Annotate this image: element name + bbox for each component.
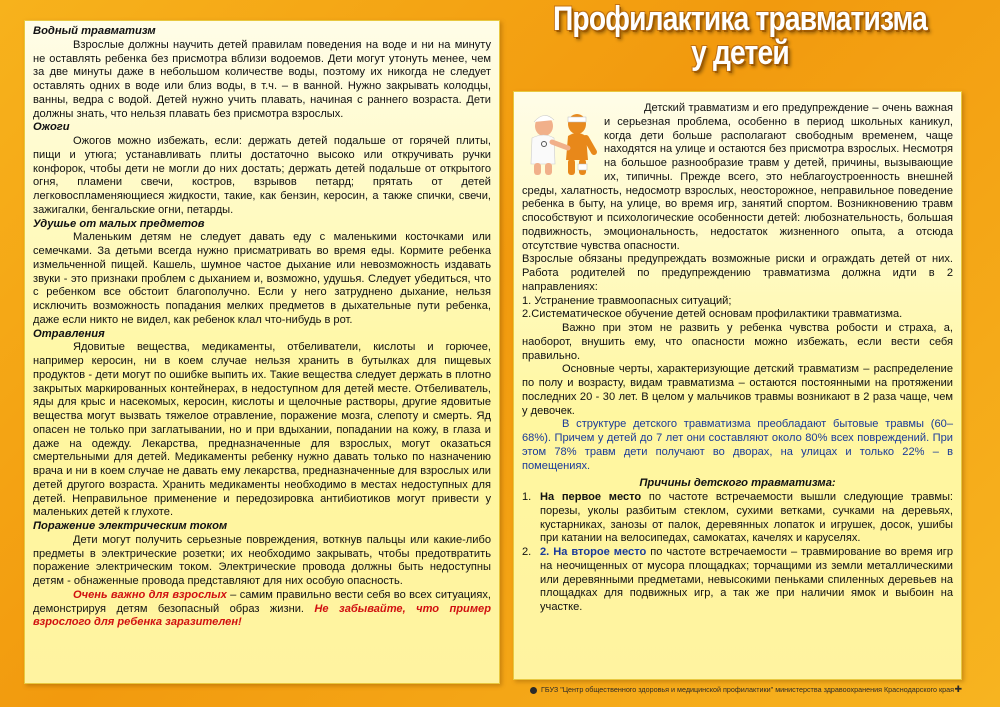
cause-2-text: по частоте встречаемости – травмирование во время игр на неочищенных от мусора площадках; торчащими из земли металлическими или деревянными предметами, невысокими пеньками спиленных деревьев на площадках для подвижных игр, а так же при наличии ямок и выбоин на участке. [540, 546, 954, 613]
medical-cross-icon: ✚ [954, 684, 962, 694]
cause-2-label: 2. На второе место [540, 546, 647, 558]
cause-1-label: На первое место [540, 491, 642, 503]
important-text: – самим правильно вести себя во всех ситуациях, демонстрируя детям безопасный образ жизни. [33, 588, 491, 615]
direction-1: 1. Устранение травмоопасных ситуаций; [522, 294, 732, 307]
electric-text: Дети могут получить серьезные повреждения, воткнув пальцы или какие-либо предметы в электрические розетки; их необходимо закрывать, чтобы предотвратить поражение электрическим током. Электрические провода должны быть недоступны детям - обнаженные провода представляют для них особую опасность. [33, 533, 491, 587]
important-note [33, 589, 491, 630]
direction-2: 2.Систематическое обучение детей основам профилактики травматизма. [522, 308, 903, 321]
electric-heading: Поражение электрическим током [33, 520, 228, 532]
intro-text: Детский травматизм и его предупреждение – очень важная и серьезная проблема, особенно в период школьных каникул, когда дети больше располагают свободным временем, чаще находятся на улице и остаются без присмотра взрослых. Несмотря на большое разнообразие травм у детей, причины, вызывающие их, типичны. Прежде всего, это неблагоустроенность внешней среды, халатность, недосмотр взрослых, неосторожное, неправильное поведение ребенка в быту, на улице, во время игр, занятий спортом. Возникновению травм способствуют и психологические особенности детей: любознательность, большая подвижность, эмоциональность, недостаток жизненного опыта, а отсюда отсутствие чувства опасности. [522, 102, 953, 252]
cause-item-1 [522, 491, 953, 546]
important-label: Очень важно для взрослых [73, 588, 227, 601]
poster-title [545, 2, 935, 70]
water-text: Взрослые должны научить детей правилам поведения на воде и ни на минуту не оставлять ребенка без присмотра вблизи водоемов. Дети могут утонуть менее, чем за две минуты даже в небольшом количестве воды, поэтому их никогда не следует оставлять одних в воде или близ воды, в т.ч. – в ванной. Нужно закрывать колодцы, ванны, ведра с водой. Детей нужно учить плавать, начиная с раннего возраста. Дети должны знать, что нельзя плавать без присмотра взрослых. [33, 38, 491, 120]
organization-logo-icon [530, 687, 537, 694]
poison-text: Ядовитые вещества, медикаменты, отбеливатели, кислоты и горючее, например керосин, ни в коем случае нельзя хранить в бутылках для пищевых продуктов - дети могут по ошибке выпить их. Такие вещества следует держать в плотно закрытых маркированных контейнерах, в недоступном для детей месте. Отбеливатель, яды для крыс и насекомых, керосин, кислоты и щелочные растворы, другие ядовитые вещества могут вызвать тяжелое отравление, поражение мозга, слепоту и смерть. Яд опасен не только при заглатывании, но и при вдыхании, попадании на кожу, в глаза и даже на одежду. Лекарства, предназначенные для взрослых, могут оказаться смертельными для детей. Медикаменты ребенку нужно давать только по назначению врача и ни в коем случае не давать ему лекарства, предназначенные для взрослых или детей другого возраста. Хранить медикаменты необходимо в местах недоступных для детей. Неправильное применение и передозировка антибиотиков могут привести у маленьких детей к глухоте. [33, 341, 491, 519]
title-line-1: Профилактика травматизма [552, 0, 928, 38]
parents-text: Взрослые обязаны предупреждать возможные риски и ограждать детей от них. Работа родителей по предупреждению травматизма должна идти в 2 направлениях: [522, 253, 953, 293]
footer-text: ГБУЗ "Центр общественного здоровья и медицинской профилактики" министерства здравоохранения Краснодарского края [541, 685, 955, 694]
choking-text: Маленьким детям не следует давать еду с маленькими косточками или семечками. За детьми всегда нужно присматривать во время еды. Кормите ребенка измельченной пищей. Кашель, шумное частое дыхание или невозможность издавать звуки - это признаки проблем с дыханием и, возможно, удушья. Следует убедиться, что с ребенком все обстоит благополучно. Если у него затруднено дыхание, нельзя исключить возможность попадания мелких предметов в дыхательные пути ребенка, даже если никто не видел, как ребенок клал что-нибудь в рот. [33, 231, 491, 326]
poison-heading: Отравления [33, 327, 105, 340]
cause-1-number: 1. [522, 491, 532, 503]
features-text: Основные черты, характеризующие детский травматизм – распределение по полу и возрасту, видам травматизма – остаются постоянными на протяжении последних 20 - 30 лет. В целом у мальчиков травмы возникают в 2 раза чаще, чем у девочек. [522, 363, 953, 417]
cause-item-2 [522, 546, 953, 615]
cause-1-text: по частоте встречаемости вышли следующие травмы: порезы, уколы разбитым стеклом, сухими ветками, сучками на деревьях, кустарниках, занозы от палок, деревянных лопаток и игрушек, досок, ушибы при катании на велосипедах, самокатах, качелях и каруселях. [540, 491, 954, 545]
title-line-2: у детей [691, 34, 789, 72]
causes-heading: Причины детского травматизма: [639, 477, 836, 490]
structure-text: В структуре детского травматизма преобладают бытовые травмы (60–68%). Причем у детей до 7 лет они составляют около 80% всех повреждений. При этом 78% травм дети получают во дворах, на улицах и только 22% – в помещениях. [522, 418, 953, 472]
important-warning: Не забывайте, что пример взрослого для ребенка заразителен! [33, 602, 491, 629]
cause-2-number: 2. [522, 546, 532, 558]
burn-text: Ожогов можно избежать, если: держать детей подальше от горячей плиты, пищи и утюга; устанавливать плиты достаточно высоко или откручивать ручки конфорок, чтобы дети не могли до них достать; держать детей подальше от открытого огня, пламени свечи, костров, взрывов петард; прятать от детей легковоспламеняющиеся жидкости, такие, как бензин, керосин, а также спички, свечи, зажигалки, бенгальские огни, петарды. [33, 135, 491, 216]
choking-heading: Удушье от малых предметов [33, 217, 205, 230]
injured-child-figure-icon [522, 102, 600, 178]
water-heading: Водный травматизм [33, 25, 156, 37]
burn-heading: Ожоги [33, 121, 70, 134]
left-panel [24, 20, 500, 684]
right-panel [513, 91, 962, 680]
footer [530, 685, 960, 694]
advice-text: Важно при этом не развить у ребенка чувства робости и страха, а, наоборот, внушить ему, что опасности можно избежать, если вести себя правильно. [522, 322, 953, 362]
